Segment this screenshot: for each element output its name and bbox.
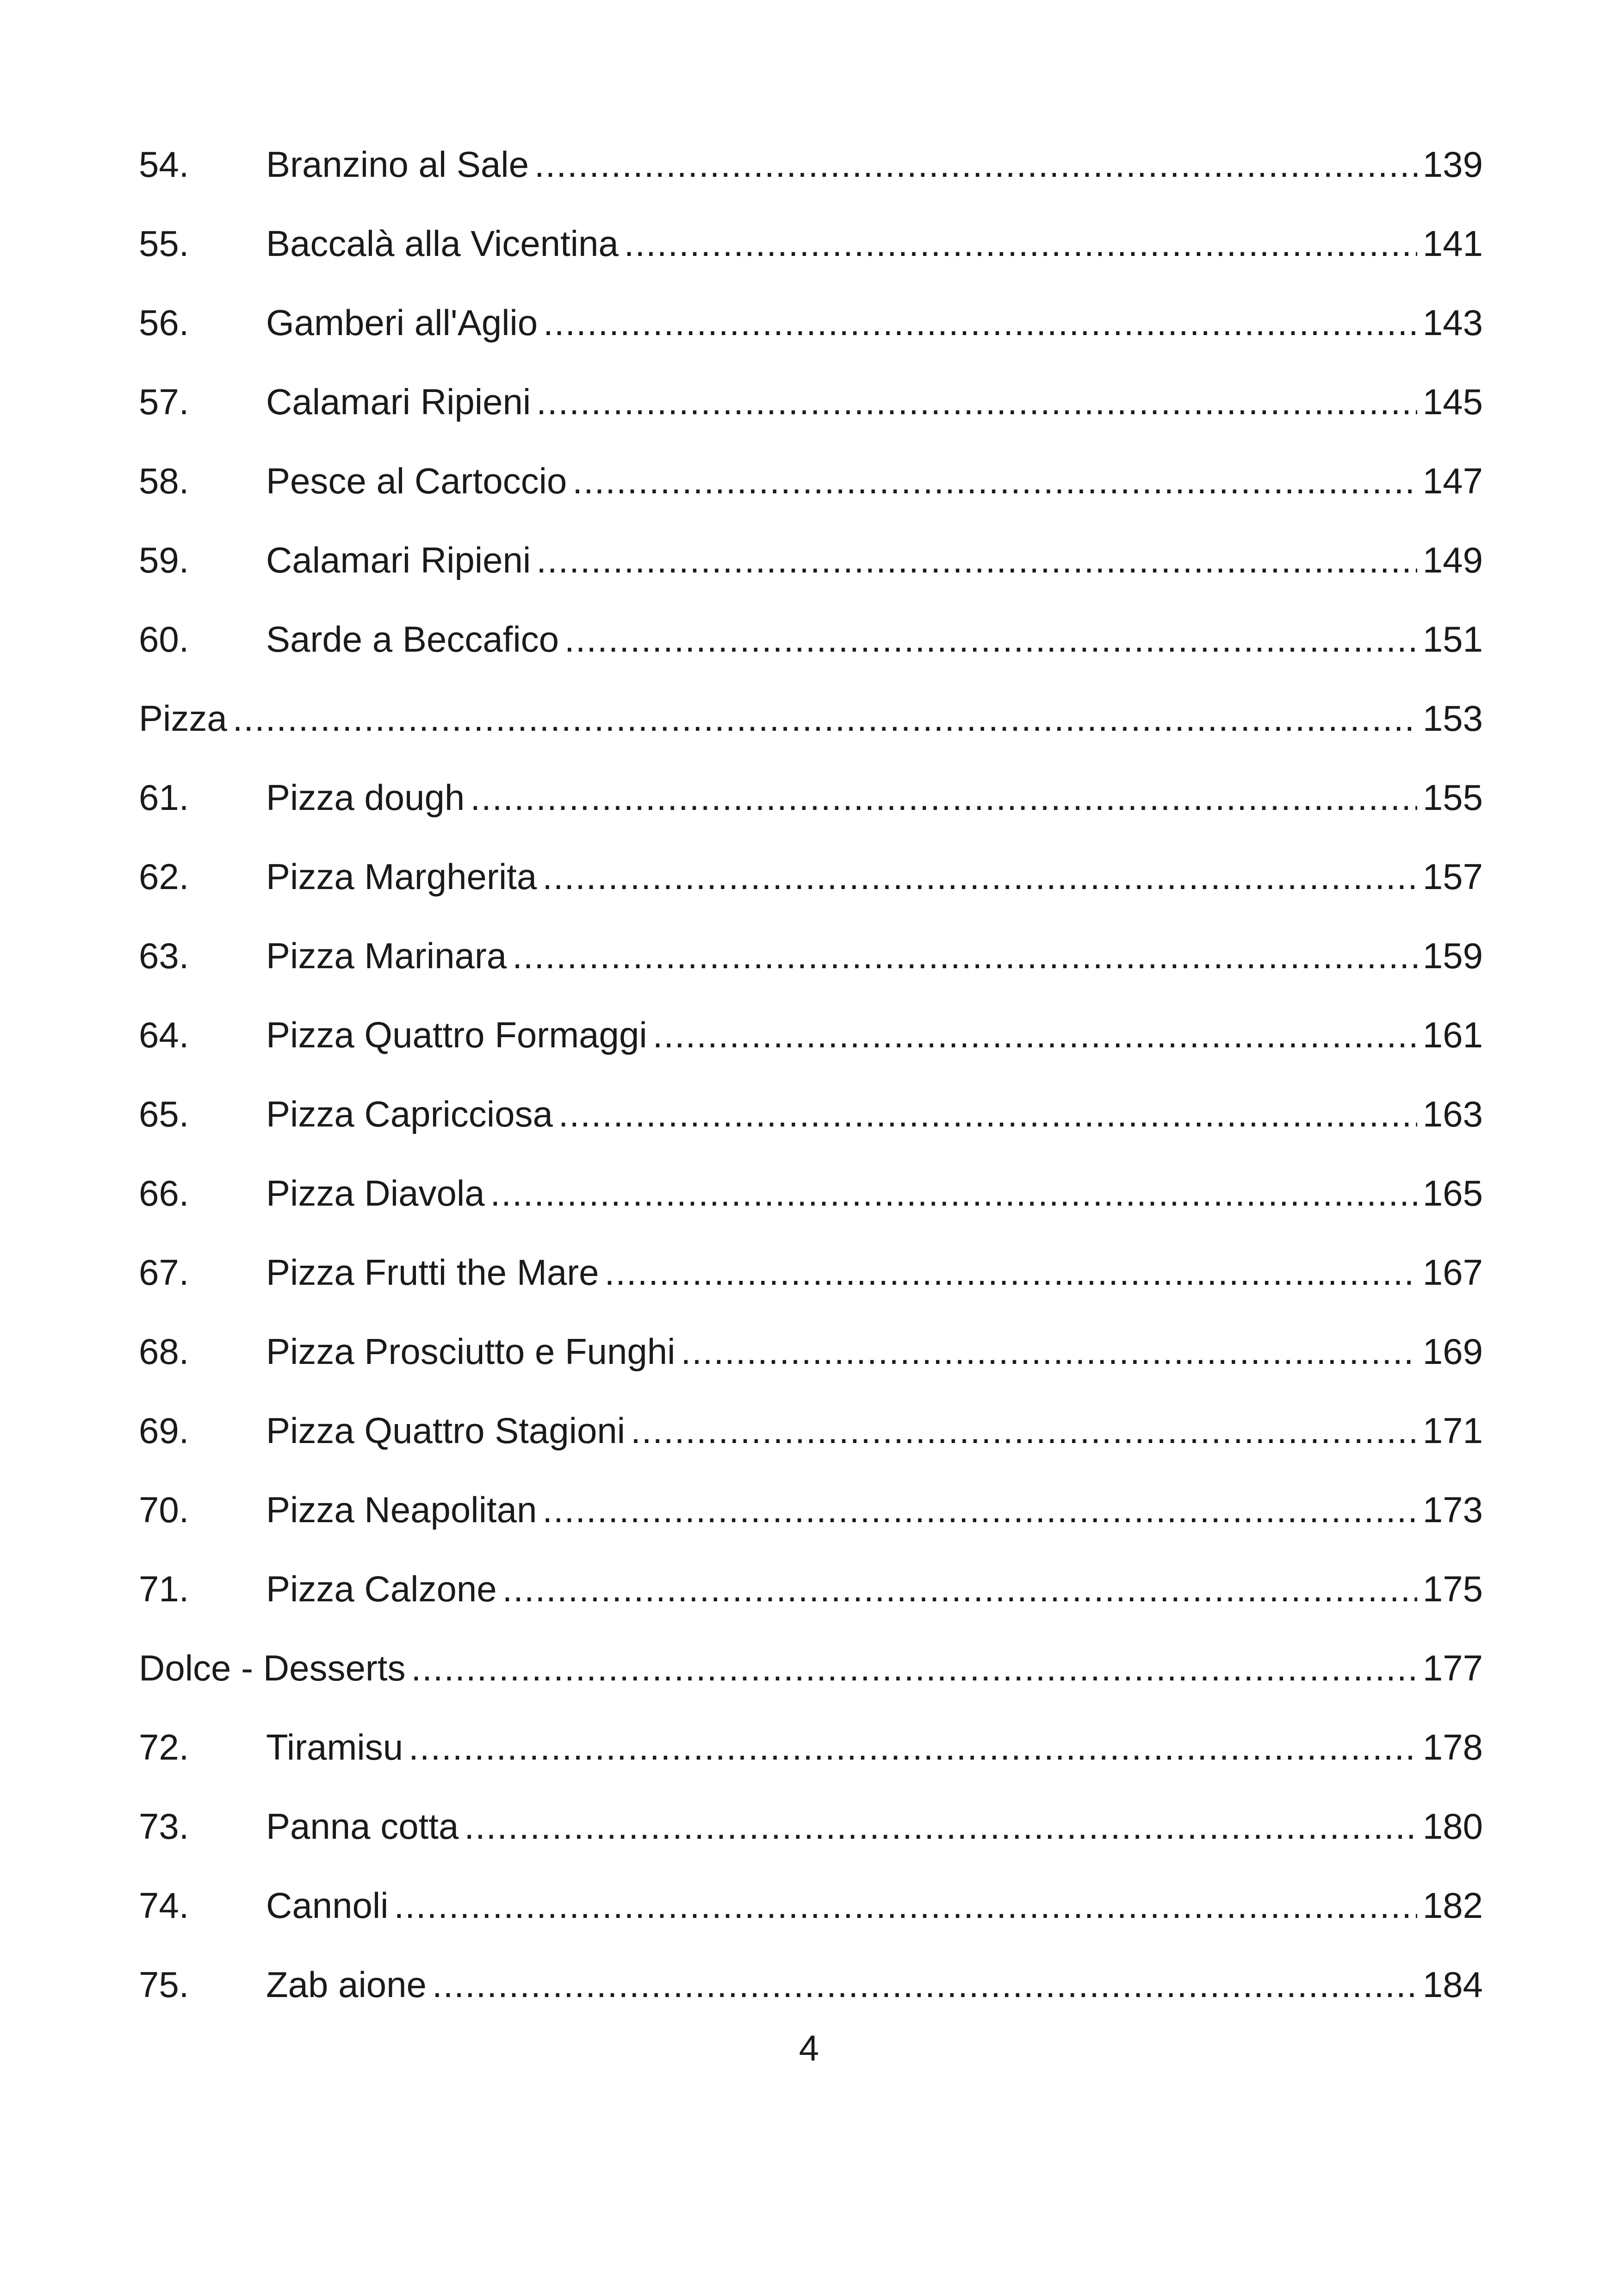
toc-entry[interactable] <box>139 1312 1483 1391</box>
toc-entry-page: 151 <box>1422 619 1483 660</box>
toc-entry-page: 178 <box>1422 1727 1483 1767</box>
toc-entry-page: 175 <box>1422 1568 1483 1609</box>
dot-leader <box>394 1866 1417 1945</box>
toc-entry-page: 173 <box>1422 1489 1483 1530</box>
toc-entry[interactable] <box>139 204 1483 283</box>
toc-entry[interactable] <box>139 1391 1483 1470</box>
toc-entry[interactable] <box>139 521 1483 600</box>
toc-entry-title: Pizza Diavola <box>266 1173 485 1213</box>
toc-entry-page: 141 <box>1422 223 1483 264</box>
toc-entry-page: 157 <box>1422 856 1483 897</box>
toc-entry-page: 145 <box>1422 381 1483 422</box>
toc-entry[interactable] <box>139 362 1483 442</box>
toc-entry-title: Baccalà alla Vicentina <box>266 223 619 264</box>
toc-entry-title: Pizza Marinara <box>266 935 507 976</box>
dot-leader <box>542 1470 1417 1549</box>
dot-leader <box>502 1549 1417 1629</box>
toc-entry-title: Sarde a Beccafico <box>266 619 559 660</box>
toc-entry-page: 163 <box>1422 1094 1483 1134</box>
toc-entry-number: 65. <box>139 1094 189 1134</box>
toc-entry-title: Pizza Capricciosa <box>266 1094 553 1134</box>
toc-entry-number: 73. <box>139 1806 189 1847</box>
toc-entry-page: 184 <box>1422 1964 1483 2005</box>
toc-entry-page: 169 <box>1422 1331 1483 1372</box>
toc-entry-page: 153 <box>1422 698 1483 739</box>
toc-entry-title: Pizza Quattro Stagioni <box>266 1410 626 1451</box>
toc-entry-number: 66. <box>139 1173 189 1213</box>
toc-entry-title: Pizza Margherita <box>266 856 537 897</box>
toc-entry-number: 68. <box>139 1331 189 1372</box>
toc-entry-title: Gamberi all'Aglio <box>266 302 538 343</box>
dot-leader <box>411 1629 1417 1708</box>
toc-entry-page: 147 <box>1422 460 1483 501</box>
toc-entry-page: 149 <box>1422 540 1483 580</box>
toc-entry-number: 75. <box>139 1964 189 2005</box>
dot-leader <box>409 1708 1417 1787</box>
toc-entry-title: Tiramisu <box>266 1727 403 1767</box>
dot-leader <box>558 1075 1417 1154</box>
toc-entry-number: 61. <box>139 777 189 818</box>
dot-leader <box>543 283 1417 362</box>
toc-entry-page: 161 <box>1422 1014 1483 1055</box>
toc-entry-page: 155 <box>1422 777 1483 818</box>
toc-entry-page: 171 <box>1422 1410 1483 1451</box>
dot-leader <box>653 996 1417 1075</box>
toc-entry[interactable] <box>139 1154 1483 1233</box>
toc-entry-title: Pizza dough <box>266 777 465 818</box>
toc-entry-title: Pizza Frutti the Mare <box>266 1252 599 1293</box>
toc-entry-page: 143 <box>1422 302 1483 343</box>
toc-entry-page: 177 <box>1422 1648 1483 1688</box>
toc-section-title: Pizza <box>139 698 227 739</box>
toc-entry-number: 57. <box>139 381 189 422</box>
toc-entry[interactable] <box>139 1470 1483 1549</box>
toc-entry-title: Panna cotta <box>266 1806 459 1847</box>
toc-entry[interactable] <box>139 1787 1483 1866</box>
toc-entry-number: 69. <box>139 1410 189 1451</box>
toc-entry-title: Calamari Ripieni <box>266 381 531 422</box>
dot-leader <box>681 1312 1417 1391</box>
toc-entry-number: 74. <box>139 1885 189 1926</box>
dot-leader <box>233 679 1417 758</box>
dot-leader <box>512 916 1417 996</box>
toc-entry[interactable] <box>139 916 1483 996</box>
toc-entry-title: Pizza Calzone <box>266 1568 497 1609</box>
toc-entry-title: Calamari Ripieni <box>266 540 531 580</box>
dot-leader <box>536 521 1417 600</box>
toc-entry-title: Pizza Neapolitan <box>266 1489 537 1530</box>
dot-leader <box>572 442 1417 521</box>
toc-section-desserts[interactable] <box>139 1629 1483 1708</box>
toc-entry-title: Pizza Quattro Formaggi <box>266 1014 647 1055</box>
dot-leader <box>470 758 1417 837</box>
toc-entry-title: Cannoli <box>266 1885 389 1926</box>
toc-entry[interactable] <box>139 1233 1483 1312</box>
toc-entry-number: 62. <box>139 856 189 897</box>
dot-leader <box>605 1233 1417 1312</box>
page-number: 4 <box>799 2028 819 2068</box>
toc-entry[interactable] <box>139 1866 1483 1945</box>
toc-entry-number: 71. <box>139 1568 189 1609</box>
table-of-contents <box>139 125 1483 2024</box>
toc-entry-number: 70. <box>139 1489 189 1530</box>
toc-entry-page: 167 <box>1422 1252 1483 1293</box>
toc-entry[interactable] <box>139 283 1483 362</box>
toc-entry-number: 55. <box>139 223 189 264</box>
dot-leader <box>536 362 1417 442</box>
toc-entry[interactable] <box>139 600 1483 679</box>
toc-entry-page: 159 <box>1422 935 1483 976</box>
toc-entry[interactable] <box>139 1708 1483 1787</box>
toc-entry[interactable] <box>139 125 1483 204</box>
dot-leader <box>534 125 1417 204</box>
dot-leader <box>542 837 1417 916</box>
toc-entry-number: 59. <box>139 540 189 580</box>
toc-entry-page: 182 <box>1422 1885 1483 1926</box>
toc-entry-number: 63. <box>139 935 189 976</box>
toc-entry[interactable] <box>139 442 1483 521</box>
toc-section-pizza[interactable] <box>139 679 1483 758</box>
toc-entry-number: 58. <box>139 460 189 501</box>
dot-leader <box>631 1391 1417 1470</box>
toc-entry-number: 64. <box>139 1014 189 1055</box>
toc-entry-page: 180 <box>1422 1806 1483 1847</box>
toc-section-title: Dolce - Desserts <box>139 1648 406 1688</box>
toc-entry[interactable] <box>139 837 1483 916</box>
toc-entry[interactable] <box>139 1075 1483 1154</box>
toc-entry-number: 60. <box>139 619 189 660</box>
dot-leader <box>564 600 1417 679</box>
toc-entry-title: Pizza Prosciutto e Funghi <box>266 1331 676 1372</box>
toc-entry-number: 54. <box>139 144 189 185</box>
toc-entry-page: 139 <box>1422 144 1483 185</box>
toc-entry[interactable] <box>139 758 1483 837</box>
toc-entry-page: 165 <box>1422 1173 1483 1213</box>
toc-entry-number: 72. <box>139 1727 189 1767</box>
toc-entry-number: 56. <box>139 302 189 343</box>
toc-entry-number: 67. <box>139 1252 189 1293</box>
toc-entry-title: Branzino al Sale <box>266 144 529 185</box>
dot-leader <box>464 1787 1417 1866</box>
toc-entry[interactable] <box>139 1549 1483 1629</box>
dot-leader <box>624 204 1417 283</box>
toc-entry[interactable] <box>139 1945 1483 2024</box>
toc-entry-title: Zab aione <box>266 1964 427 2005</box>
dot-leader <box>490 1154 1417 1233</box>
toc-entry-title: Pesce al Cartoccio <box>266 460 567 501</box>
dot-leader <box>432 1945 1417 2024</box>
toc-entry[interactable] <box>139 996 1483 1075</box>
